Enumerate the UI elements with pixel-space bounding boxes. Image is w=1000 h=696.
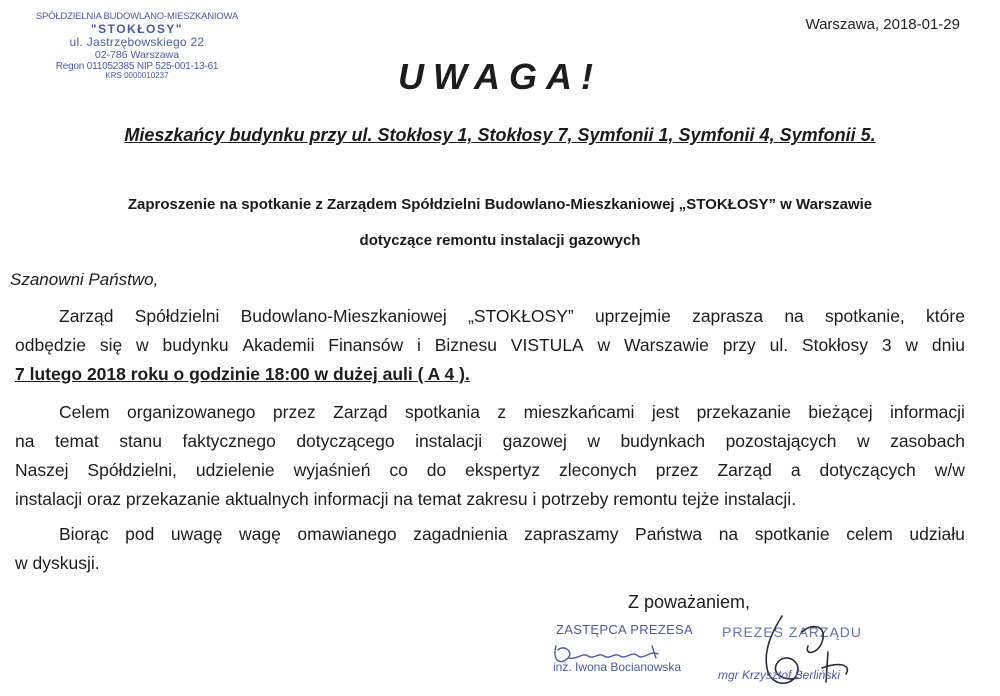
word: informacji [890,402,965,422]
word: Warszawie [624,335,709,355]
line-text: w dyskusji. [15,553,100,573]
word: VISTULA [510,335,584,355]
paragraph-closing-request [15,520,965,578]
word: spotkania [405,402,480,422]
word: uprzejmie [594,306,671,326]
word: bieżącej [808,402,873,422]
word: Biznesu [434,335,497,355]
paragraph-line [15,549,965,578]
word: się [99,335,123,355]
paragraph-line [15,398,965,427]
word: na [15,431,35,451]
word: gazowej [502,431,567,451]
word: omawianego [297,524,397,544]
paragraph-line [15,360,965,389]
word: a [790,460,801,480]
word: w [587,431,600,451]
stamp-line: Regon 011052385 NIP 525-001-13-61 [55,61,219,73]
word: Spółdzielni [134,306,220,326]
paragraph-line [15,427,965,456]
word: udziału [909,524,965,544]
meeting-date-emphasis: 7 lutego 2018 roku o godzinie 18:00 w dużej auli ( A 4 ). [15,364,470,384]
word: spotkanie, [825,306,905,326]
word: przy [722,335,756,355]
word: mieszkańcami [523,402,635,422]
word: budynkach [620,431,706,451]
vice-president-name: inż. Iwona Bocianowska [553,660,682,674]
word: Naszej [15,460,69,480]
word: co [389,460,408,480]
page-title: UWAGA! [398,56,602,97]
word: Zarząd [717,460,772,480]
word: Zarząd [59,306,114,326]
word: organizowanego [127,402,256,422]
word: i [417,335,421,355]
word: ekspertyz [465,460,541,480]
president-title: PREZES ZARZĄDU [722,624,863,640]
word: Akademii [242,335,315,355]
president-name: mgr Krzysztof Berliński [718,668,841,682]
word: zleconych [558,460,637,480]
word: zaprasza [692,306,764,326]
paragraph-line [15,520,965,549]
stamp-line: "STOKŁOSY" [90,21,184,36]
word: celem [846,524,893,544]
word: dotyczącego [296,431,395,451]
word: w/w [934,460,965,480]
invitation-heading: Zaproszenie na spotkanie z Zarządem Spółdzielni Budowlano-Mieszkaniowej „STOKŁOSY” w Warszawie [127,196,873,213]
paragraph-purpose [15,398,965,514]
line-text: instalacji oraz przekazanie aktualnych informacji na temat zakresu i potrzeby remontu tejże instalacji. [15,489,797,509]
paragraph-invitation [15,302,965,389]
word: „STOKŁOSY” [468,306,574,326]
line-text [59,302,965,331]
word: stanu [119,431,162,451]
word: przez [655,460,699,480]
stamp-line: KRS 0000010237 [105,72,169,79]
word: faktycznego [182,431,276,451]
word: Państwa [635,524,703,544]
line-text [15,456,965,485]
paragraph-line [15,456,965,485]
document-date: Warszawa, 2018-01-29 [805,16,960,33]
word: temat [54,431,99,451]
word: 3 [881,335,892,355]
salutation: Szanowni Państwo, [10,270,159,289]
word: pozostających [725,431,837,451]
word: w [905,335,919,355]
vice-president-title: ZASTĘPCA PREZESA [556,622,694,637]
word: Zarząd [333,402,388,422]
word: Biorąc [59,524,109,544]
word: które [926,306,965,326]
word: udzielenie [195,460,275,480]
line-text [59,520,965,549]
residents-heading: Mieszkańcy budynku przy ul. Stokłosy 1, Stokłosy 7, Symfonii 1, Symfonii 4, Symfonii 5. [124,125,876,145]
word: w [856,431,870,451]
word: instalacji [415,431,483,451]
word: Spółdzielni, [87,460,177,480]
word: spotkanie [754,524,830,544]
paragraph-line [15,485,965,514]
word: budynku [162,335,229,355]
word: dotyczących [819,460,916,480]
word: Celem [59,402,110,422]
word: zapraszamy [524,524,619,544]
line-text [15,331,965,360]
word: zagadnienia [413,524,508,544]
word: w [136,335,149,355]
word: do [426,460,447,480]
line-text [15,427,965,456]
word: wyjaśnień [293,460,371,480]
word: przez [272,402,316,422]
invitation-subheading: dotyczące remontu instalacji gazowych [359,232,641,249]
word: pod [125,524,155,544]
word: Finansów [328,335,404,355]
word: przekazanie [696,402,791,422]
line-text [59,398,965,427]
word: jest [651,402,680,422]
stamp-line: SPÓŁDZIELNIA BUDOWLANO-MIESZKANIOWA [35,11,239,22]
word: uwagę [170,524,223,544]
word: Stokłosy [801,335,869,355]
word: na [784,306,804,326]
paragraph-line [15,331,965,360]
word: w [597,335,611,355]
word: ul. [769,335,789,355]
word: wagę [239,524,281,544]
word: z [497,402,507,422]
stamp-line: 02-786 Warszawa [94,48,180,61]
stamp-line: ul. Jastrzębowskiego 22 [69,35,205,50]
word: odbędzie [15,335,87,355]
word: na [718,524,739,544]
closing-phrase: Z poważaniem, [628,592,751,612]
word: dniu [931,335,965,355]
paragraph-line [15,302,965,331]
word: zasobach [890,431,965,451]
word: Budowlano-Mieszkaniowej [240,306,447,326]
